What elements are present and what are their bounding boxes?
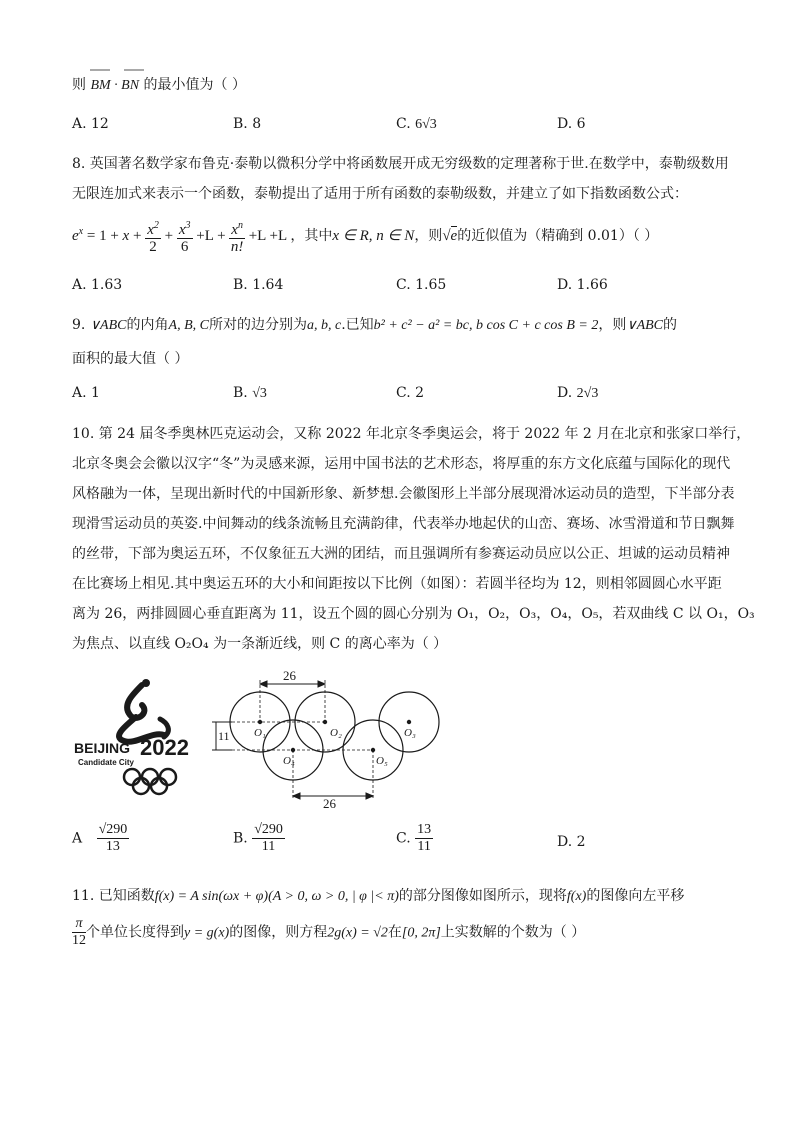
q10-line-2: 北京冬奥会会徽以汉字“冬”为灵感来源，运用中国书法的艺术形态，将厚重的东方文化底蕴与国际化的现代 bbox=[72, 456, 731, 472]
logo-text-candidate: Candidate City bbox=[78, 758, 135, 767]
q7-option-a[interactable]: A. 12 bbox=[72, 116, 109, 132]
q10-line-5: 的丝带，下部为奥运五环，不仅象征五大洲的团结，而且强调所有参赛运动员应以公正、坦诚的运动员精神 bbox=[72, 546, 730, 562]
logo-graphic bbox=[72, 675, 212, 805]
q8-option-b[interactable]: B. 1.64 bbox=[233, 277, 284, 293]
q7-option-c[interactable]: C. 6√3 bbox=[396, 116, 437, 132]
q8-option-a[interactable]: A. 1.63 bbox=[72, 277, 123, 293]
label-o5: O₅ bbox=[376, 755, 388, 767]
q10-line-1: 10. 第 24 届冬季奥林匹克运动会，又称 2022 年北京冬季奥运会，将于 2022 年 2 月在北京和张家口举行， bbox=[72, 426, 751, 442]
olympic-rings-icon bbox=[124, 769, 176, 794]
label-o4: O₄ bbox=[283, 755, 295, 767]
logo-text-2022: 2022 bbox=[140, 735, 189, 760]
q7-stem-math: BM · BN bbox=[90, 78, 140, 93]
q9-line2: 面积的最大值（ ） bbox=[72, 351, 189, 367]
q8-option-d[interactable]: D. 1.66 bbox=[557, 277, 608, 293]
q8-formula-tail: ，其中 bbox=[290, 227, 333, 244]
q11-line2: $\frac{\pi}{12}$ 个单位长度得到y = g(x)的图像，则方程2g(x) = √2在[0, 2π]上实数解的个数为（ ） bbox=[72, 916, 586, 948]
q10-option-b[interactable]: B. $\frac{√290}{11}$ bbox=[233, 822, 283, 854]
dim-label-bottom: 26 bbox=[323, 796, 336, 810]
q8-condition: x ∈ R, n ∈ N bbox=[332, 227, 415, 244]
q10-line-7: 离为 26，两排圆圆心垂直距离为 11，设五个圆的圆心分别为 O₁，O₂，O₃，O₄，O₅，若双曲线 C 以 O₁，O₃ bbox=[72, 606, 755, 622]
q7-option-b[interactable]: B. 8 bbox=[233, 116, 262, 132]
q7-stem bbox=[72, 74, 246, 94]
q10-line-4: 现滑雪运动员的英姿.中间舞动的线条流畅且充满韵律，代表举办地起伏的山峦、赛场、冰雪滑道和节日飘舞 bbox=[72, 516, 735, 532]
vector-arrows bbox=[88, 66, 148, 74]
logo-text-beijing: BEIJING bbox=[74, 740, 131, 756]
q10-option-a[interactable]: A $\frac{√290}{13}$ bbox=[72, 822, 128, 854]
label-o1: O₁ bbox=[254, 727, 266, 739]
dim-label-vertical: 11 bbox=[218, 729, 230, 743]
label-o3: O₃ bbox=[404, 727, 416, 739]
q7-stem-prefix: 则 bbox=[72, 77, 86, 93]
q7-stem-suffix: 的最小值为（ ） bbox=[143, 77, 246, 93]
q8-line2: 无限连加式来表示一个函数，泰勒提出了适用于所有函数的泰勒级数，并建立了如下指数函数公式： bbox=[72, 186, 688, 202]
q9-option-c[interactable]: C. 2 bbox=[396, 385, 425, 401]
q7-option-d[interactable]: D. 6 bbox=[557, 116, 586, 132]
rings-diagram bbox=[210, 670, 450, 810]
label-o2: O₂ bbox=[330, 727, 342, 739]
beijing-2022-logo bbox=[72, 675, 212, 805]
q10-option-d[interactable]: D. 2 bbox=[557, 834, 586, 850]
q9-line1: 9. ∨ABC的内角A, B, C所对的边分别为a, b, c.已知b² + c² − a² = bc, b cos C + c cos B = 2，则∨ABC的 bbox=[72, 317, 678, 333]
q9-option-b[interactable]: B. √3 bbox=[233, 385, 267, 401]
q8-option-c[interactable]: C. 1.65 bbox=[396, 277, 447, 293]
q11-line1: 11. 已知函数f(x) = A sin(ωx + φ)(A > 0, ω > 0, | φ |< π)的部分图像如图所示，现将f(x)的图像向左平移 bbox=[72, 888, 685, 904]
q9-option-d[interactable]: D. 2√3 bbox=[557, 385, 599, 401]
q10-line-6: 在比赛场上相见.其中奥运五环的大小和间距按以下比例（如图）：若圆半径均为 12，则相邻圆圆心水平距 bbox=[72, 576, 722, 592]
q8-formula: $e^x = 1 + x$ + $\frac{x^2}{2}$ + $\frac{x^3}{6}$ +L + $\frac{x^n}{n!}$ +L +L ，其中x ∈ R, n ∈ N，则√e的近似值为（精确到 0.01）（ ） bbox=[72, 220, 659, 255]
q10-line-8: 为焦点、以直线 O₂O₄ 为一条渐近线，则 C 的离心率为（ ） bbox=[72, 636, 448, 652]
dim-label-top: 26 bbox=[283, 670, 296, 683]
q10-option-c[interactable]: C. $\frac{13}{11}$ bbox=[396, 822, 432, 854]
q10-line-3: 风格融为一体，呈现出新时代的中国新形象、新梦想.会徽图形上半部分展现滑冰运动员的造型，下半部分表 bbox=[72, 486, 735, 502]
q8-line1: 8. 英国著名数学家布鲁克·泰勒以微积分学中将函数展开成无穷级数的定理著称于世.在数学中，泰勒级数用 bbox=[72, 156, 729, 172]
q9-option-a[interactable]: A. 1 bbox=[72, 385, 100, 401]
